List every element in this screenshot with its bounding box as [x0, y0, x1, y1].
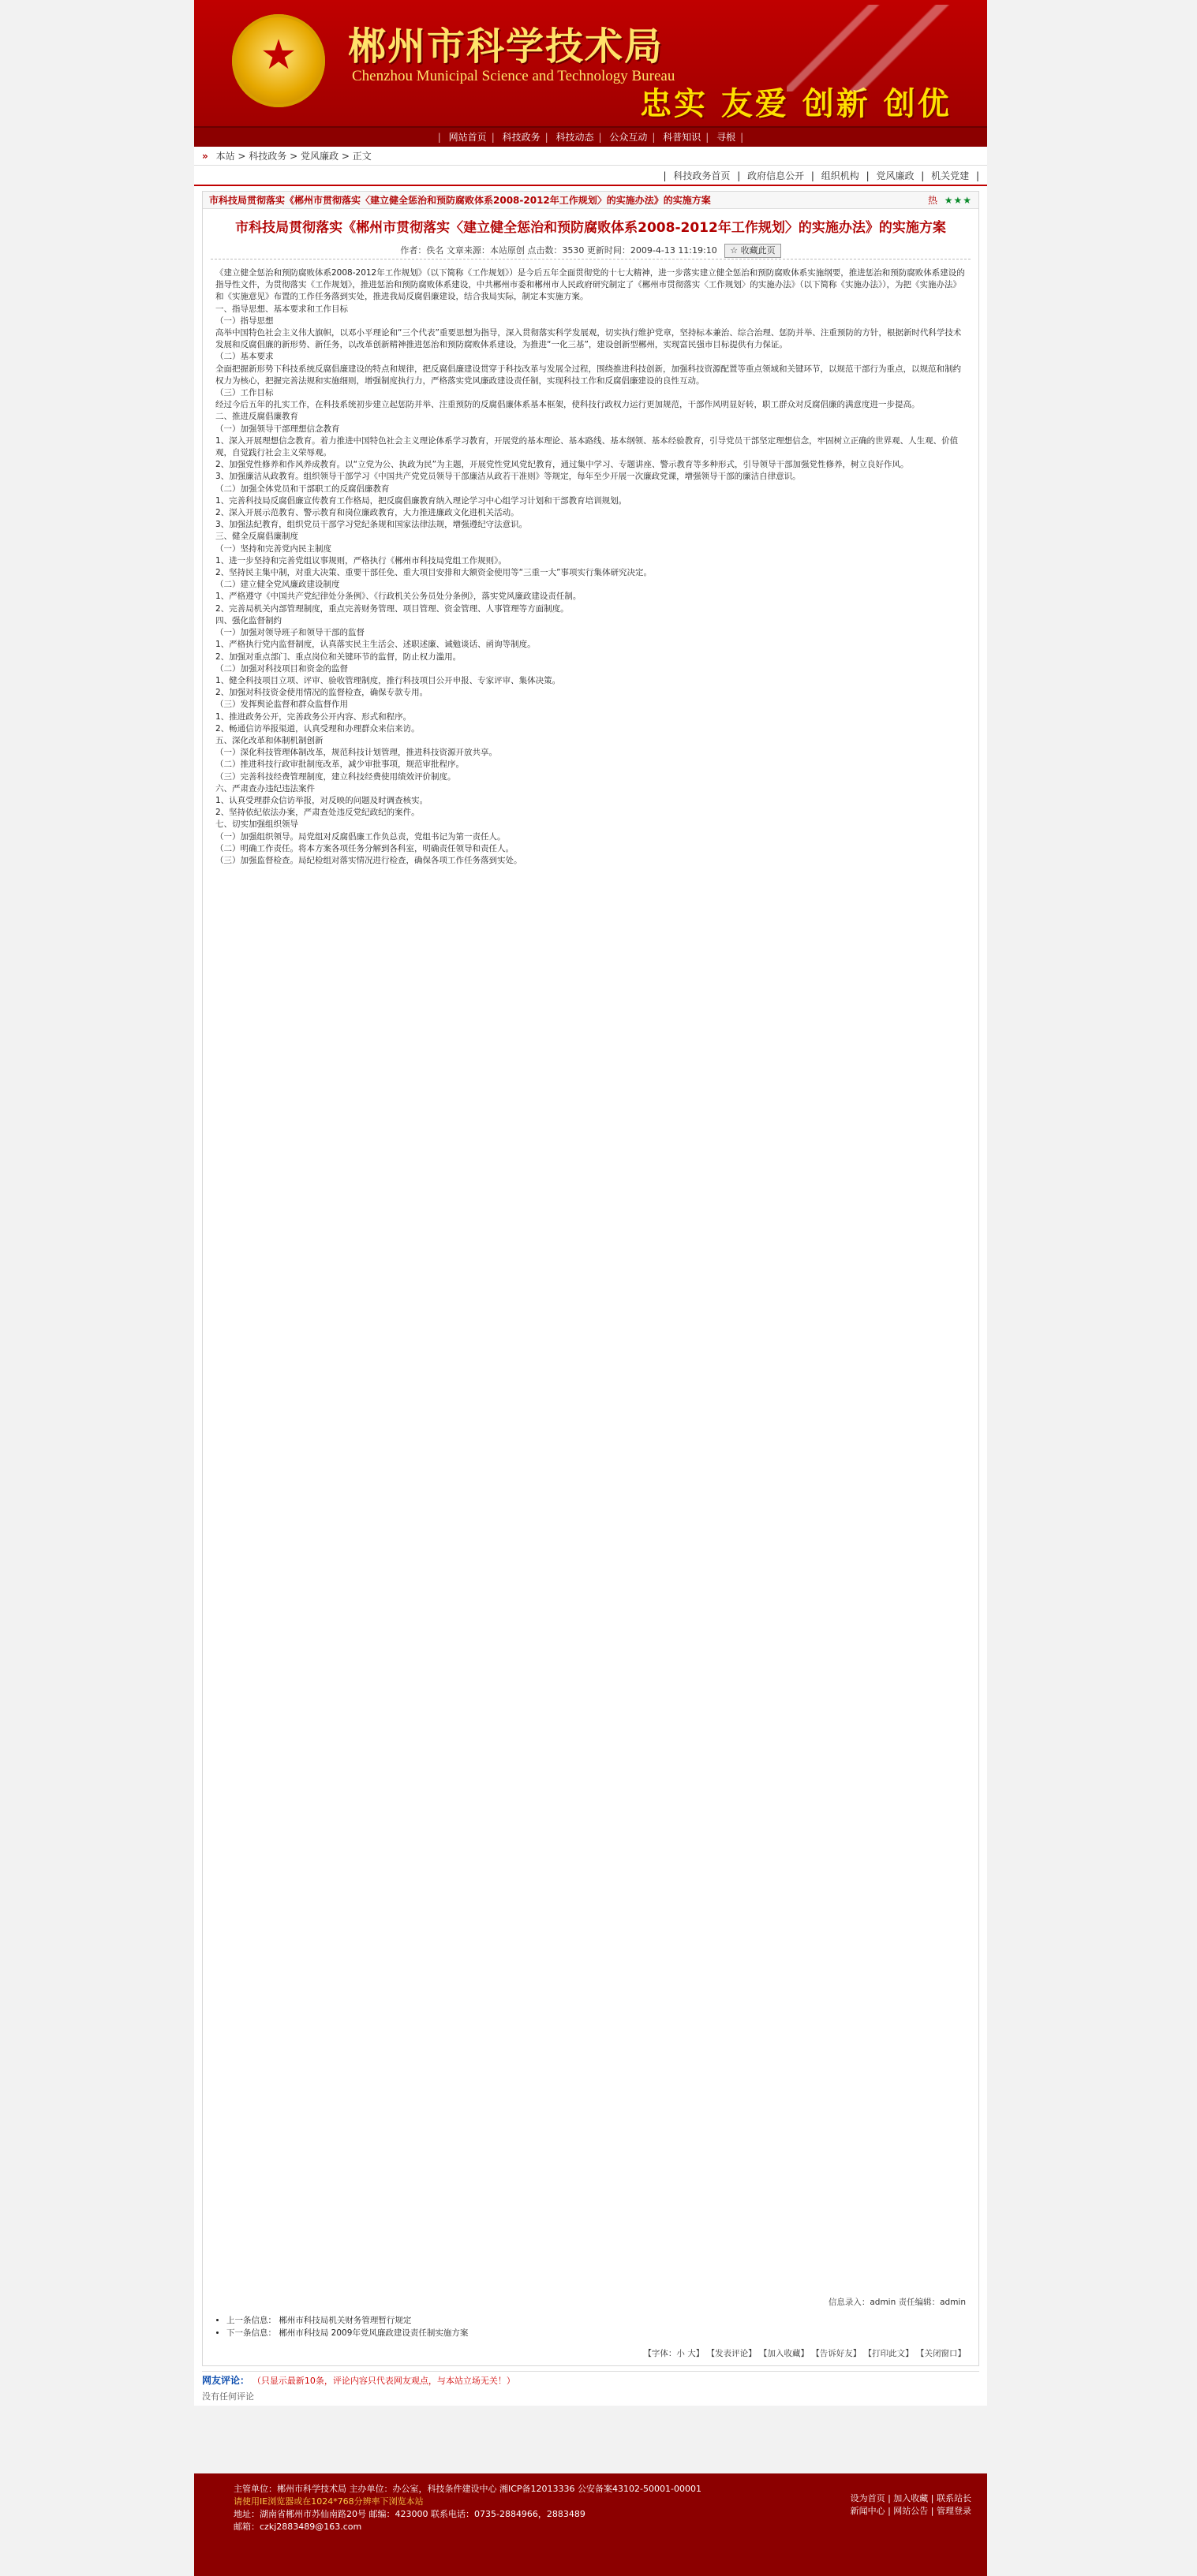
news-center-link[interactable]: 新闻中心 — [850, 2506, 885, 2516]
article-meta — [211, 242, 971, 259]
tell-friend-link[interactable]: 【告诉好友】 — [811, 2349, 862, 2358]
article-paragraph: （二）基本要求 — [215, 352, 274, 362]
article-paragraph: （二）加强全体党员和干部职工的反腐倡廉教育 — [215, 483, 390, 494]
related-articles — [203, 2311, 978, 2344]
close-window-link[interactable]: 【关闭窗口】 — [916, 2349, 966, 2358]
article-paragraph: （一）指导思想 — [215, 315, 274, 326]
site-title: 郴州市科学技术局 — [348, 24, 664, 69]
article-paragraph: （一）坚持和完善党内民主制度 — [215, 543, 331, 554]
article-paragraph: （二）建立健全党风廉政建设制度 — [215, 580, 340, 590]
subnav-info-disclosure[interactable]: 政府信息公开 — [747, 170, 805, 181]
breadcrumb-government-affairs[interactable]: 科技政务 — [249, 151, 287, 162]
article-paragraph: 2、加强党性修养和作风养成教育。以“立党为公、执政为民”为主题，开展党性党风党纪教育，通过集中学习、专题讲座、警示教育等多种形式，引导领导干部加强党性修养，树立良好作风。 — [215, 460, 909, 470]
footer-line-4: 邮箱：czkj2883489@163.com — [234, 2522, 362, 2532]
breadcrumb-current: 正文 — [352, 151, 372, 162]
national-emblem-icon — [232, 14, 325, 107]
article-paragraph: 一、指导思想、基本要求和工作目标 — [215, 304, 348, 314]
subnav-party-building[interactable]: 机关党建 — [931, 170, 970, 181]
subnav-affairs-home[interactable]: 科技政务首页 — [673, 170, 731, 181]
subnav-clean-government[interactable]: 党风廉政 — [876, 170, 915, 181]
breadcrumb: » 本站 > 科技政务 > 党风廉政 > 正文 — [194, 147, 987, 166]
article-paragraph: 1、严格遵守《中国共产党纪律处分条例》、《行政机关公务员处分条例》，落实党风廉政建设责任制。 — [215, 592, 582, 602]
article-paragraph: 1、推进政务公开，完善政务公开内容、形式和程序。 — [215, 711, 412, 722]
add-favorite-link[interactable]: 【加入收藏】 — [758, 2349, 809, 2358]
hot-badge: 热 — [927, 195, 937, 206]
article-paragraph: 2、畅通信访举报渠道，认真受理和办理群众来信来访。 — [215, 723, 420, 734]
article-paragraph: 经过今后五年的扎实工作，在科技系统初步建立起惩防并举、注重预防的反腐倡廉体系基本框架，使科技行政权力运行更加规范，干部作风明显好转，职工群众对反腐倡廉的满意度进一步提高。 — [215, 400, 920, 410]
contact-admin-link[interactable]: 联系站长 — [937, 2493, 971, 2503]
page-container — [194, 0, 987, 2406]
top-navigation: | 网站首页 | 科技政务 | 科技动态 | 公众互动 | 科普知识 | 寻根 | — [194, 126, 987, 147]
article-paragraph: 3、加强法纪教育，组织党员干部学习党纪条规和国家法律法规，增强遵纪守法意识。 — [215, 520, 528, 530]
add-favorite-footer-link[interactable]: 加入收藏 — [893, 2493, 929, 2503]
site-notice-link[interactable]: 网站公告 — [893, 2506, 929, 2516]
article-paragraph: 三、健全反腐倡廉制度 — [215, 532, 298, 542]
nav-science-knowledge[interactable]: 科普知识 — [663, 132, 701, 143]
footer-line-3: 地址：湖南省郴州市苏仙南路20号 邮编：423000 联系电话：0735-2884966，2883489 — [234, 2509, 585, 2519]
article-meta-text: 作者：佚名 文章来源：本站原创 点击数：3530 更新时间：2009-4-13 11:19:10 — [400, 245, 717, 256]
site-title-english: Chenzhou Municipal Science and Technology Bureau — [352, 68, 675, 84]
breadcrumb-site[interactable]: 本站 — [215, 151, 235, 162]
post-comment-link[interactable]: 【发表评论】 — [706, 2349, 757, 2358]
article-paragraph: （一）加强领导干部理想信念教育 — [215, 424, 340, 434]
site-footer — [194, 2473, 987, 2576]
footer-line-1: 主管单位：郴州市科学技术局 主办单位：办公室，科技条件建设中心 湘ICP备12013336 公安备案43102-50001-00001 — [234, 2484, 701, 2494]
article-paragraph: 2、完善局机关内部管理制度，重点完善财务管理、项目管理、资金管理、人事管理等方面制度。 — [215, 603, 569, 614]
bookmark-button[interactable]: ☆ 收藏此页 — [724, 244, 780, 258]
editor-info: 信息录入：admin 责任编辑：admin — [828, 2298, 966, 2307]
set-homepage-link[interactable]: 设为首页 — [850, 2493, 885, 2503]
comments-title: 网友评论： — [202, 2375, 250, 2386]
article-paragraph: （一）深化科技管理体制改革，规范科技计划管理，推进科技资源开放共享。 — [215, 748, 497, 758]
article-paragraph: （一）加强组织领导。局党组对反腐倡廉工作负总责，党组书记为第一责任人。 — [215, 831, 506, 842]
article-paragraph: 1、完善科技局反腐倡廉宣传教育工作格局，把反腐倡廉教育纳入理论学习中心组学习计划和干部教育培训规划。 — [215, 495, 627, 506]
article-paragraph: 全面把握新形势下科技系统反腐倡廉建设的特点和规律，把反腐倡廉建设贯穿于科技改革与发展全过程，围绕推进科技创新，加强科技资源配置等重点领域和关键环节，以规范干部行为重点，以规范和制约权力为核心，把握完善法规和实施细则，增强制度执行力，严格落实党风廉政建设责任制，实现科技工作和反腐倡廉建设的良性互动。 — [215, 364, 961, 386]
footer-links: 设为首页 | 加入收藏 | 联系站长 新闻中心 | 网站公告 | 管理登录 — [850, 2493, 971, 2516]
print-link[interactable]: 【打印此文】 — [863, 2349, 914, 2358]
nav-public-interaction[interactable]: 公众互动 — [609, 132, 648, 143]
article-paragraph: 1、严格执行党内监督制度，认真落实民主生活会、述职述廉、诫勉谈话、函询等制度。 — [215, 640, 536, 650]
font-size-toggle[interactable]: 【字体：小 大】 — [643, 2349, 705, 2358]
article-paragraph: （三）工作目标 — [215, 388, 274, 398]
article-paragraph: （三）加强监督检查。局纪检组对落实情况进行检查，确保各项工作任务落到实处。 — [215, 855, 522, 865]
article-paragraph: 高举中国特色社会主义伟大旗帜，以邓小平理论和“三个代表”重要思想为指导，深入贯彻落实科学发展观，切实执行维护党章，坚持标本兼治、综合治理、惩防并举、注重预防的方针，根据新时代科学技术发展和反腐倡廉的新形势、新任务，以改革创新精神推进惩治和预防腐败体系建设，为推进“一化三基”，建设创新型郴州，实现富民强市目标提供有力保证。 — [215, 328, 962, 350]
section-navigation: | 科技政务首页 | 政府信息公开 | 组织机构 | 党风廉政 | 机关党建 | — [194, 166, 987, 186]
comments-empty: 没有任何评论 — [202, 2391, 254, 2402]
admin-login-link[interactable]: 管理登录 — [937, 2506, 971, 2516]
article-paragraph: 2、坚持依纪依法办案，严肃查处违反党纪政纪的案件。 — [215, 808, 420, 818]
article-paragraph: （二）推进科技行政审批制度改革，减少审批事项，规范审批程序。 — [215, 760, 464, 770]
comments-hint: （只显示最新10条，评论内容只代表网友观点，与本站立场无关！） — [252, 2376, 515, 2386]
breadcrumb-clean-government[interactable]: 党风廉政 — [301, 151, 339, 162]
article-paragraph: （三）完善科技经费管理制度，建立科技经费使用绩效评价制度。 — [215, 771, 456, 782]
bookmark-label: 收藏此页 — [740, 245, 776, 256]
article-paragraph: （三）发挥舆论监督和群众监督作用 — [215, 700, 348, 710]
article-paragraph: 七、切实加强组织领导 — [215, 819, 298, 830]
article-paragraph: 2、坚持民主集中制，对重大决策、重要干部任免、重大项目安排和大额资金使用等“三重一大”事项实行集体研究决定。 — [215, 568, 653, 578]
comments-header — [202, 2371, 979, 2388]
article-paragraph: 二、推进反腐倡廉教育 — [215, 412, 298, 422]
article-paragraph: 2、加强对重点部门、重点岗位和关键环节的监督，防止权力滥用。 — [215, 651, 462, 662]
nav-roots[interactable]: 寻根 — [716, 132, 736, 143]
site-header-banner — [194, 0, 987, 126]
nav-home[interactable]: 网站首页 — [448, 132, 487, 143]
article-paragraph: （二）明确工作责任。将本方案各项任务分解到各科室，明确责任领导和责任人。 — [215, 843, 514, 853]
article-paragraph: （二）加强对科技项目和资金的监督 — [215, 663, 348, 674]
sculpture-decoration — [787, 5, 968, 91]
subnav-organization[interactable]: 组织机构 — [821, 170, 859, 181]
article-paragraph: 2、深入开展示范教育、警示教育和岗位廉政教育，大力推进廉政文化进机关活动。 — [215, 508, 519, 518]
footer-info — [234, 2483, 701, 2533]
article-paragraph: 3、加强廉洁从政教育。组织领导干部学习《中国共产党党员领导干部廉洁从政若干准则》等规定，每年至少开展一次廉政党课，增强领导干部的廉洁自律意识。 — [215, 472, 801, 482]
article-paragraph: 2、加强对科技资金使用情况的监督检查，确保专款专用。 — [215, 688, 428, 698]
article-short-title: 市科技局贯彻落实《郴州市贯彻落实〈建立健全惩治和预防腐败体系2008-2012年工作规划〉的实施办法》的实施方案 — [209, 195, 711, 206]
article-paragraph: 1、认真受理群众信访举报，对反映的问题及时调查核实。 — [215, 795, 428, 805]
site-slogan: 忠实 友爱 创新 创优 — [640, 86, 952, 122]
breadcrumb-arrow-icon: » — [202, 151, 208, 162]
article-title: 市科技局贯彻落实《郴州市贯彻落实〈建立健全惩治和预防腐败体系2008-2012年工作规划〉的实施办法》的实施方案 — [235, 220, 946, 236]
prev-article-link[interactable]: • 上一条信息： 郴州市科技局机关财务管理暂行规定 — [226, 2314, 966, 2327]
article-paragraph: 1、健全科技项目立项、评审、验收管理制度，推行科技项目公开申报、专家评审、集体决策。 — [215, 675, 561, 685]
footer-line-2: 请使用IE浏览器或在1024*768分辨率下浏览本站 — [234, 2496, 424, 2507]
article-paragraph: 四、强化监督制约 — [215, 615, 282, 625]
next-article-link[interactable]: • 下一条信息： 郴州市科技局 2009年党风廉政建设责任制实施方案 — [226, 2327, 966, 2339]
article-paragraph: 《建立健全惩治和预防腐败体系2008-2012年工作规划》（以下简称《工作规划》）是今后五年全面贯彻党的十七大精神，进一步落实建立健全惩治和预防腐败体系实施纲要，推进惩治和预防腐败体系建设的指导性文件，为贯彻落实《工作规划》，推进惩治和预防腐败体系建设，中共郴州市委和郴州市人民政府研究制定了《郴州市贯彻落实〈工作规划〉的实施办法》（以下简称《实施办法》），为把《实施办法》和《实施意见》布置的工作任务落到实处，推进我局反腐倡廉建设，结合我局实际，制定本实施方案。 — [215, 268, 965, 302]
rating-stars-icon: ★★★ — [944, 195, 972, 206]
article-paragraph: 1、进一步坚持和完善党组议事规则，严格执行《郴州市科技局党组工作规则》。 — [215, 555, 507, 566]
nav-government-affairs[interactable]: 科技政务 — [502, 132, 541, 143]
article-paragraph: 五、深化改革和体制机制创新 — [215, 735, 324, 745]
article-paragraph: 六、严肃查办违纪违法案件 — [215, 783, 315, 793]
article-paragraph: 1、深入开展理想信念教育。着力推进中国特色社会主义理论体系学习教育，开展党的基本理论、基本路线、基本纲领、基本经验教育，引导党员干部坚定理想信念，牢固树立正确的世界观、人生观、价值观，自觉践行社会主义荣辱观。 — [215, 435, 959, 458]
article-tools — [203, 2344, 978, 2365]
article-body — [203, 259, 978, 2296]
article-short-title-bar — [203, 192, 978, 209]
nav-news[interactable]: 科技动态 — [555, 132, 594, 143]
article-panel — [202, 191, 979, 2366]
article-paragraph: （一）加强对领导班子和领导干部的监督 — [215, 628, 365, 638]
